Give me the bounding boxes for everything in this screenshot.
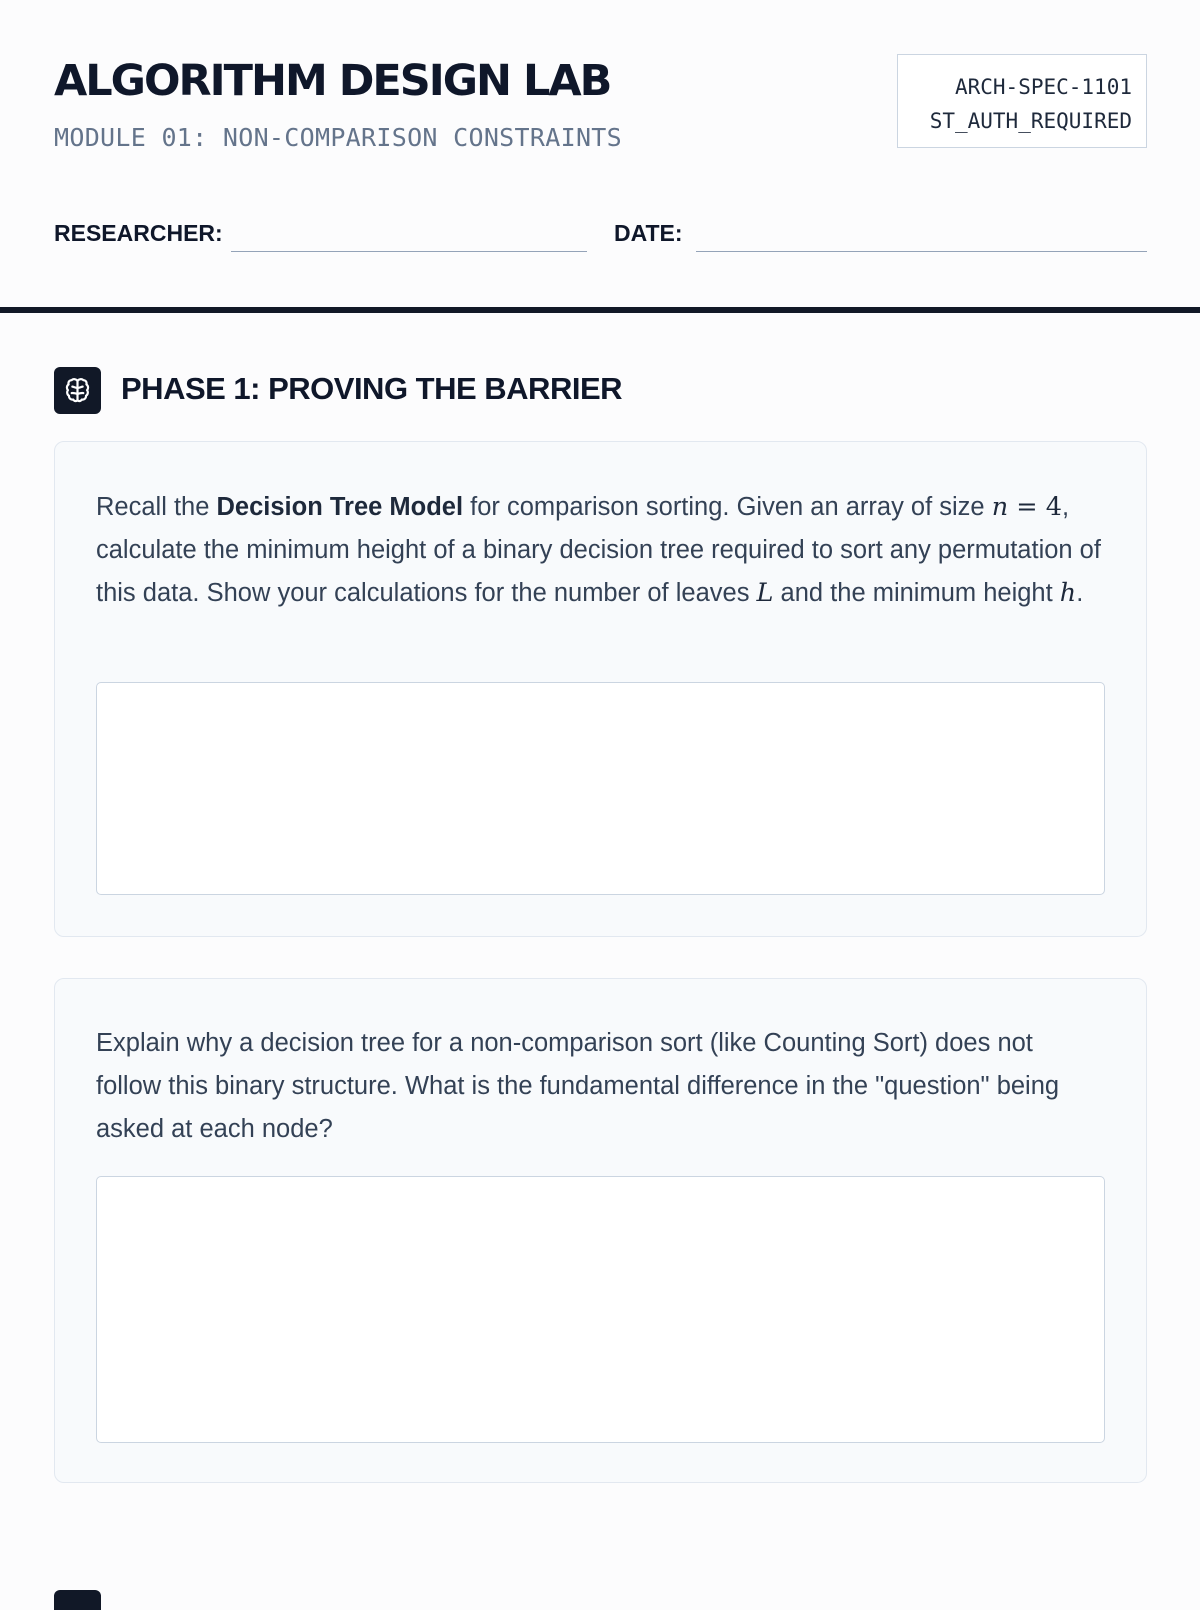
date-field[interactable]	[696, 251, 1147, 252]
math-L: L	[756, 578, 774, 608]
math-h: h	[1059, 578, 1077, 608]
prompt-text: Recall the	[96, 493, 217, 521]
module-subtitle: MODULE 01: NON-COMPARISON CONSTRAINTS	[54, 123, 622, 152]
question-card-1	[54, 441, 1147, 937]
header-divider	[0, 307, 1200, 313]
question-2-prompt: Explain why a decision tree for a non-comparison sort (like Counting Sort) does not follow this binary structure. What is the fundamental difference in the "question" being asked at each node?	[96, 1029, 1060, 1143]
spec-code: ARCH-SPEC-1101	[954, 75, 1132, 99]
lab-title: ALGORITHM DESIGN LAB	[54, 56, 611, 106]
math-n: n = 4	[991, 492, 1062, 522]
decision-tree-model-term: Decision Tree Model	[216, 493, 464, 521]
researcher-label: RESEARCHER:	[54, 220, 223, 246]
prompt-text: , calculate the minimum height of a binary decision tree required to sort any permutation of this data. Show your calculations for the number of leaves	[96, 493, 1101, 607]
question-2-answer-box[interactable]	[96, 1176, 1105, 1443]
prompt-text: .	[1076, 579, 1084, 607]
worksheet-header	[54, 0, 1147, 300]
spec-box	[897, 54, 1147, 148]
date-label: DATE:	[614, 220, 683, 246]
question-card-2	[54, 978, 1147, 1483]
prompt-text: for comparison sorting. Given an array of size	[463, 493, 992, 521]
researcher-field[interactable]	[231, 251, 587, 252]
phase-1-title: PHASE 1: PROVING THE BARRIER	[121, 371, 623, 406]
question-1-prompt	[96, 486, 1105, 615]
brain-icon	[54, 367, 101, 414]
auth-status: ST_AUTH_REQUIRED	[929, 109, 1132, 133]
section-icon	[54, 1590, 101, 1610]
question-1-answer-box[interactable]	[96, 682, 1105, 895]
prompt-text: and the minimum height	[773, 579, 1060, 607]
